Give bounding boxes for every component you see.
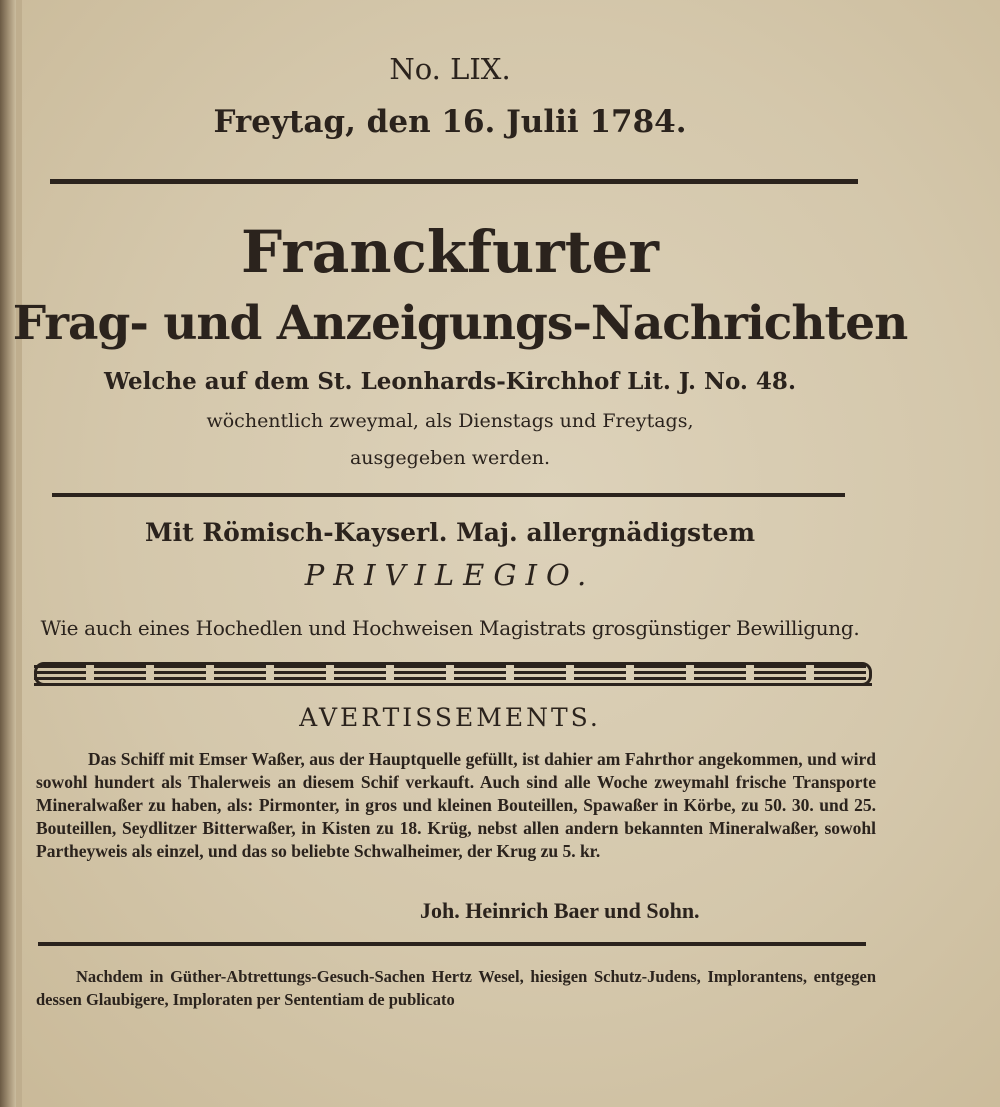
privilege-heading: PRIVILEGIO. [304, 558, 596, 592]
header-rule [50, 179, 858, 184]
magistrate-approval: Wie auch eines Hochedlen und Hochweisen Magistrats grosgünstiger Bewilligung. [40, 616, 860, 640]
masthead-rule [52, 493, 845, 497]
publisher-address: Welche auf dem St. Leonhards-Kirchhof Lit. J. No. 48. [104, 368, 796, 395]
publication-schedule-cont: ausgegeben werden. [349, 447, 551, 469]
issue-date: Freytag, den 16. Julii 1784. [213, 104, 687, 140]
privilege-line: Mit Römisch-Kayserl. Maj. allergnädigstem [144, 518, 756, 547]
advertisement-legal-notice [36, 965, 876, 1011]
advertisement-signature: Joh. Heinrich Baer und Sohn. [420, 898, 700, 923]
binding-shadow [16, 0, 22, 1107]
section-heading: AVERTISSEMENTS. [299, 703, 601, 732]
binding-edge [0, 0, 16, 1107]
legal-notice-text: Nachdem in Güther-Abtrettungs-Gesuch-Sachen Hertz Wesel, hiesigen Schutz-Judens, Implorantens, entgegen dessen Glaubigere, Imploraten per Sententiam de publicato [36, 967, 876, 1009]
advertisement-text: Das Schiff mit Emser Waßer, aus der Hauptquelle gefüllt, ist dahier am Fahrthor angekommen, und wird sowohl hundert als Thalerweis an diesem Schif verkauft. Auch sind alle Woche zweymahl frische Transporte Mineralwaßer zu haben, als: Pirmonter, in gros und kleinen Bouteillen, Spawaßer in Körbe, zu 50. 30. und 25. Bouteillen, Seydlitzer Bitterwaßer, in Kisten zu 18. Krüg, nebst allen andern bekannten Mineralwaßer, sowohl Partheyweis als einzel, und das so beliebte Schwalheimer, der Krug zu 5. kr. [36, 749, 876, 861]
ornamental-border-frame [34, 662, 872, 686]
publication-schedule: wöchentlich zweymal, als Dienstags und Freytags, [206, 410, 694, 432]
section-rule [38, 942, 866, 946]
masthead-title: Franckfurter [241, 218, 659, 286]
advertisement-mineral-water [36, 748, 876, 863]
issue-number: No. LIX. [389, 52, 511, 86]
masthead-subtitle: Frag- und Anzeigungs-Nachrichten [12, 296, 908, 351]
